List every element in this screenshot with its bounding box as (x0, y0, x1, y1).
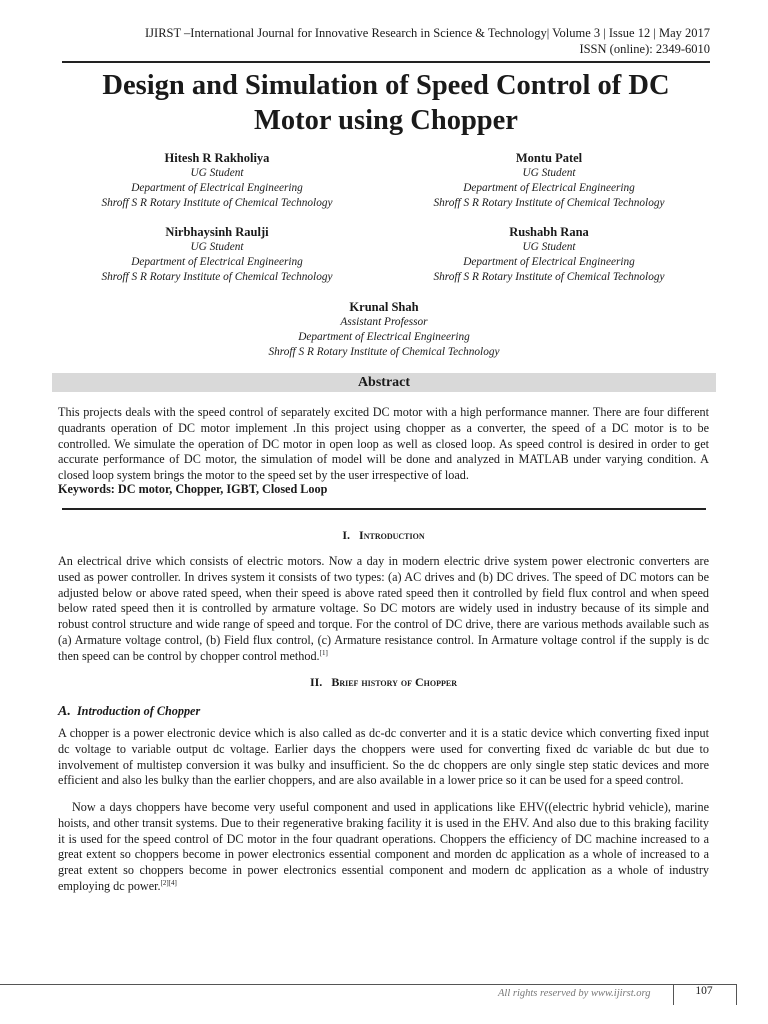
paper-title (62, 68, 710, 138)
introduction-paragraph (58, 554, 709, 665)
citation-ref: [1] (319, 648, 328, 657)
author-block (389, 151, 709, 211)
copyright-notice (498, 988, 650, 999)
section-heading-introduction (58, 528, 709, 543)
abstract-divider (62, 508, 706, 510)
author-department: Department of Electrical Engineering (463, 256, 635, 268)
author-department: Department of Electrical Engineering (298, 331, 470, 343)
section-title: Introduction (359, 528, 425, 542)
author-institute: Shroff S R Rotary Institute of Chemical Technology (101, 271, 333, 283)
subsection-title: Introduction of Chopper (76, 704, 201, 718)
journal-website: www.ijirst.org (590, 988, 651, 999)
section-number: I. (342, 528, 351, 542)
footer-divider (0, 984, 736, 985)
chopper-paragraph-2-text: Now a days choppers have become very useful component and used in applications like EHV((electric hybrid vehicle), marine hoists, and other transit systems. Due to their regenerative braking facility it is used in the EHV. And also due to this braking facility it is used for the speed control of DC motor in the four quadrant operations. Choppers the efficiency of DC machine increased to a great extent so choppers become in power electronics essential component and morden dc application as a whole of increased to a great extent so choppers become in power electronics essential component and modern dc application as a whole of industry employing dc power. (58, 800, 709, 893)
chopper-paragraph-1: A chopper is a power electronic device which is also called as dc-dc converter and it is a static device which converting fixed input dc voltage to variable output dc voltage. Earlier days the choppers were used for converting fixed dc variable dc but due to involvement of multistep conversion it was bulky and insufficient. So the dc choppers are only single step static devices and more efficient and also les bulky than the earlier choppers, and are also available in a lower price so it can be used for a speed control. (58, 726, 709, 788)
author-role: UG Student (522, 167, 576, 179)
author-name: Montu Patel (515, 151, 583, 165)
author-role: Assistant Professor (340, 316, 428, 328)
author-institute: Shroff S R Rotary Institute of Chemical Technology (268, 346, 500, 358)
author-department: Department of Electrical Engineering (131, 182, 303, 194)
introduction-text: An electrical drive which consists of electric motors. Now a day in modern electric drive system power electronic converters are used as power controller. In drives system it consists of two types: (a) AC drives and (b) DC drives. The speed of DC motors can be adjusted below or above rated speed, when their speed is above rated speed then it controlled by field flux control and when speed below rated speed then it is controlled by armature voltage. So DC motors are widely used in industry because of its simple and robust control structure and wide range of speed and torque. For the control of DC drive, there are various methods available such as (a) Armature voltage control, (b) Field flux control, (c) Armature resistance control. In Armature voltage control if the supply is dc then speed can be control by chopper control method. (58, 554, 709, 663)
author-name: Krunal Shah (349, 300, 419, 314)
author-role: UG Student (190, 241, 244, 253)
author-block (389, 225, 709, 285)
author-institute: Shroff S R Rotary Institute of Chemical Technology (433, 197, 665, 209)
paper-title-line-1: Design and Simulation of Speed Control of DC (102, 70, 670, 101)
section-heading-chopper-history (58, 675, 709, 690)
author-institute: Shroff S R Rotary Institute of Chemical Technology (101, 197, 333, 209)
author-department: Department of Electrical Engineering (463, 182, 635, 194)
paper-title-line-2: Motor using Chopper (254, 105, 518, 136)
page-number: 107 (695, 985, 713, 997)
section-title: Brief history of Chopper (331, 675, 458, 689)
abstract-heading: Abstract (52, 373, 716, 392)
issn-line: ISSN (online): 2349-6010 (579, 42, 710, 56)
author-name: Hitesh R Rakholiya (164, 151, 270, 165)
author-name: Nirbhaysinh Raulji (165, 225, 269, 239)
author-block (57, 151, 377, 211)
header-divider (62, 61, 710, 63)
abstract-text: This projects deals with the speed control of separately excited DC motor with a high performance manner. There are four different quadrants operation of DC motor implement .In this project using chopper as a converter, the speed of a DC motor is to be controlled. We simulate the operation of DC motor in open loop as well as closed loop. As speed control is desired in order to get accurate performance of DC motor, the simulation of model will be done and analyzed in MATLAB under varying condition. A closed loop system brings the motor to the speed set by the user irrespective of load. (58, 405, 709, 483)
keywords: Keywords: DC motor, Chopper, IGBT, Closed Loop (58, 482, 328, 496)
subsection-letter: A. (58, 704, 71, 719)
citation-ref: [2][4] (160, 878, 177, 887)
author-role: UG Student (522, 241, 576, 253)
section-number: II. (309, 675, 323, 689)
author-block (57, 225, 377, 285)
author-name: Rushabh Rana (509, 225, 589, 239)
author-institute: Shroff S R Rotary Institute of Chemical Technology (433, 271, 665, 283)
author-block (224, 300, 544, 360)
subsection-heading (58, 704, 200, 720)
author-department: Department of Electrical Engineering (131, 256, 303, 268)
copyright-text: All rights reserved by (498, 988, 589, 999)
journal-header: IJIRST –International Journal for Innovative Research in Science & Technology| Volume 3 | Issue 12 | May 2017 (145, 26, 710, 40)
chopper-paragraph-2 (58, 800, 709, 895)
author-role: UG Student (190, 167, 244, 179)
